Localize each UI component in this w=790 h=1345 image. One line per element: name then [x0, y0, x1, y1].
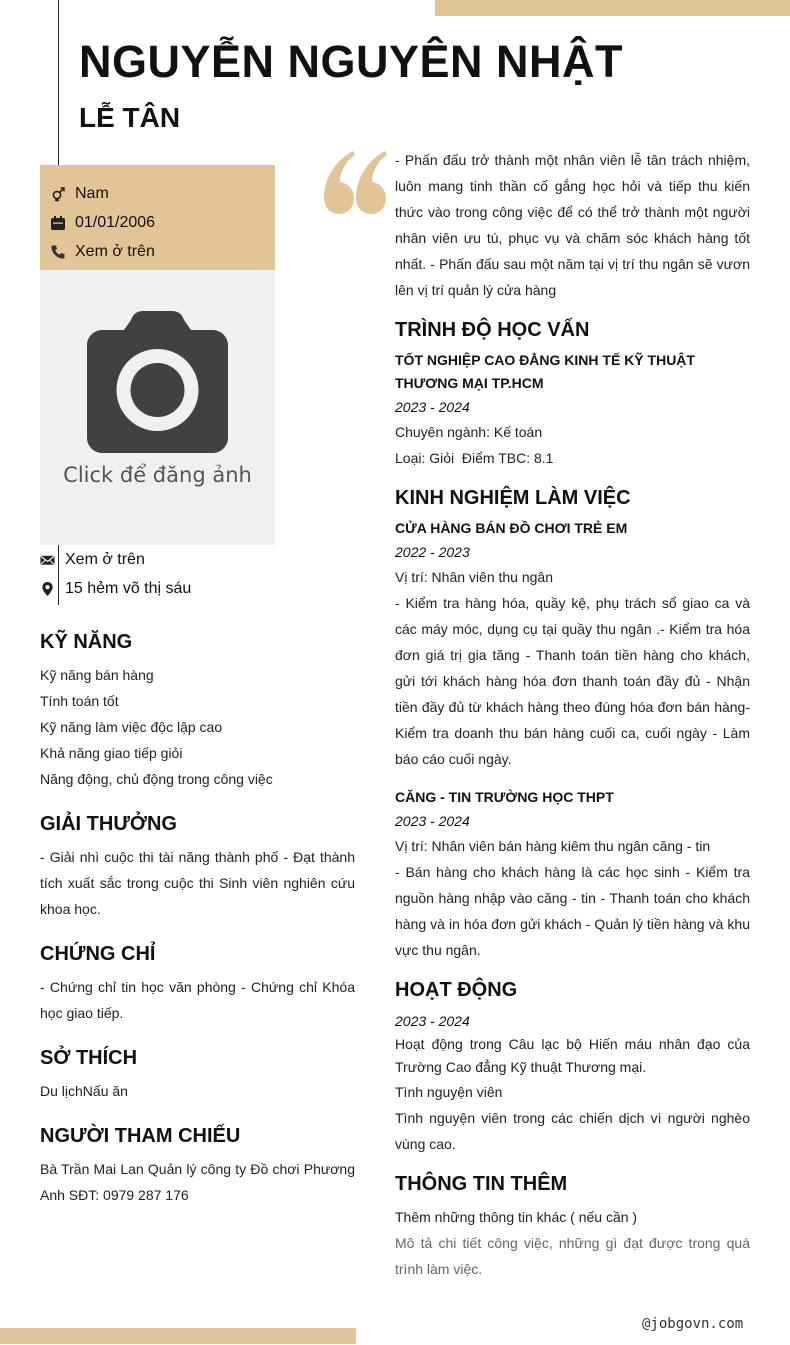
top-accent-bar [435, 0, 790, 16]
skills-list [40, 662, 355, 792]
additional-info-description: Mô tả chi tiết công việc, những gì đạt được trong quá trình làm việc. [395, 1235, 750, 1277]
photo-upload[interactable] [40, 270, 275, 545]
header-vertical-line [58, 0, 59, 165]
awards-text: - Giải nhì cuộc thi tài năng thành phố - Đạt thành tích xuất sắc trong cuộc thi Sinh viên nghiên cứu khoa học. [40, 849, 355, 917]
references-text: Bà Trần Mai Lan Quản lý công ty Đồ chơi Phương Anh SĐT: 0979 287 176 [40, 1161, 355, 1203]
career-objective: - Phấn đấu trở thành một nhân viên lễ tân trách nhiệm, luôn mang tinh thần cố gắng học hỏi và tiếp thu kiến thức vào trong công việc để có thể trở thành một người nhân viên ưu tú, phục vụ và chăm sóc khách hàng tốt nhất. - Phấn đấu sau một năm tại vị trí thu ngân sẽ vươn lên vị trí quản lý cửa hàng [395, 152, 750, 298]
camera-icon [87, 310, 228, 454]
skills-heading: KỸ NĂNG [40, 631, 133, 653]
photo-upload-label: Click để đăng ảnh [63, 463, 252, 487]
certificates-heading: CHỨNG CHỈ [40, 943, 156, 965]
awards-heading: GIẢI THƯỞNG [40, 813, 177, 835]
job-period: 2022 - 2023 [395, 544, 470, 560]
job-period: 2023 - 2024 [395, 813, 470, 829]
phone-row [40, 237, 275, 266]
dob-row [40, 208, 275, 237]
activities-line: Hoạt động trong Câu lạc bộ Hiến máu nhân đạo của Trường Cao đẳng Kỹ thuật Thương mại. [395, 1036, 750, 1075]
references-heading: NGƯỜI THAM CHIẾU [40, 1125, 241, 1147]
additional-info-line: Thêm những thông tin khác ( nếu cần ) [395, 1209, 638, 1225]
email-value: Xem ở trên [65, 550, 145, 568]
hobbies-text: Du lịchNấu ăn [40, 1083, 128, 1099]
activities-line: Tình nguyện viên [395, 1084, 503, 1100]
education-major: Chuyên ngành: Kế toán [395, 424, 543, 440]
certificates-text: - Chứng chỉ tin học văn phòng - Chứng chỉ Khóa học giao tiếp. [40, 979, 355, 1021]
phone-value: Xem ở trên [75, 242, 155, 260]
location-pin-icon [40, 581, 55, 597]
job-position: Vị trí: Nhân viên thu ngân [395, 569, 553, 585]
skill-item: Tính toán tốt [40, 693, 119, 709]
education-school: TỐT NGHIỆP CAO ĐẲNG KINH TẾ KỸ THUẬT THƯƠNG MẠI TP.HCM [395, 352, 695, 391]
contact-vertical-line [58, 545, 59, 605]
candidate-role: LỄ TÂN [79, 102, 181, 133]
skill-item: Năng động, chủ động trong công việc [40, 771, 273, 787]
bottom-accent-bar [0, 1328, 356, 1344]
job-description: - Kiểm tra hàng hóa, quầy kệ, phụ trách sổ giao ca và các máy móc, dụng cụ tại quầy thu ngân .- Kiểm tra hóa đơn giá trị gia tăng - Thanh toán tiền hàng cho khách, gửi tới khách hàng hóa đơn thanh toán đầy đủ - Nhận tiền đầy đủ từ khách hàng theo đúng hóa đơn bán hàng- Kiểm tra doanh thu bán hàng cuối ca, cuối ngày - Làm báo cáo cuối ngày. [395, 595, 750, 767]
experience-heading: KINH NGHIỆM LÀM VIỆC [395, 487, 631, 509]
address-value: 15 hẻm võ thị sáu [65, 579, 192, 597]
contact-block [40, 545, 191, 603]
education-heading: TRÌNH ĐỘ HỌC VẤN [395, 319, 590, 341]
gender-value: Nam [75, 184, 109, 202]
quote-icon [323, 148, 387, 216]
job-company: CĂNG - TIN TRƯỜNG HỌC THPT [395, 789, 614, 805]
calendar-icon [50, 215, 66, 231]
candidate-name: NGUYỄN NGUYÊN NHẬT [79, 36, 624, 87]
email-icon [40, 552, 55, 568]
skill-item: Kỹ năng bán hàng [40, 667, 154, 683]
education-grade: Loại: Giỏi Điểm TBC: 8.1 [395, 450, 554, 466]
skill-item: Kỹ năng làm việc độc lập cao [40, 719, 223, 735]
job-company: CỬA HÀNG BÁN ĐỒ CHƠI TRẺ EM [395, 520, 628, 536]
activities-line: Tình nguyện viên trong các chiến dịch vì người nghèo vùng cao. [395, 1110, 750, 1152]
additional-info-heading: THÔNG TIN THÊM [395, 1173, 568, 1195]
hobbies-heading: SỞ THÍCH [40, 1047, 138, 1069]
job-description: - Bán hàng cho khách hàng là các học sinh - Kiểm tra nguồn hàng nhập vào căng - tin - Thanh toán cho khách hàng và in hóa đơn gửi khách - Quản lý tiền hàng và khu vực thu ngân. [395, 864, 750, 958]
activities-heading: HOẠT ĐỘNG [395, 979, 518, 1001]
job-position: Vị trí: Nhân viên bán hàng kiêm thu ngân căng - tin [395, 838, 711, 854]
gender-row [40, 179, 275, 208]
personal-info-box [40, 165, 275, 270]
skill-item: Khả năng giao tiếp giỏi [40, 745, 183, 761]
education-period: 2023 - 2024 [395, 399, 470, 415]
email-row [40, 545, 191, 574]
gender-icon [50, 186, 66, 202]
footer-watermark: @jobgovn.com [642, 1316, 744, 1332]
address-row [40, 574, 191, 603]
dob-value: 01/01/2006 [75, 213, 156, 231]
activities-period: 2023 - 2024 [395, 1013, 470, 1029]
phone-icon [50, 244, 66, 260]
